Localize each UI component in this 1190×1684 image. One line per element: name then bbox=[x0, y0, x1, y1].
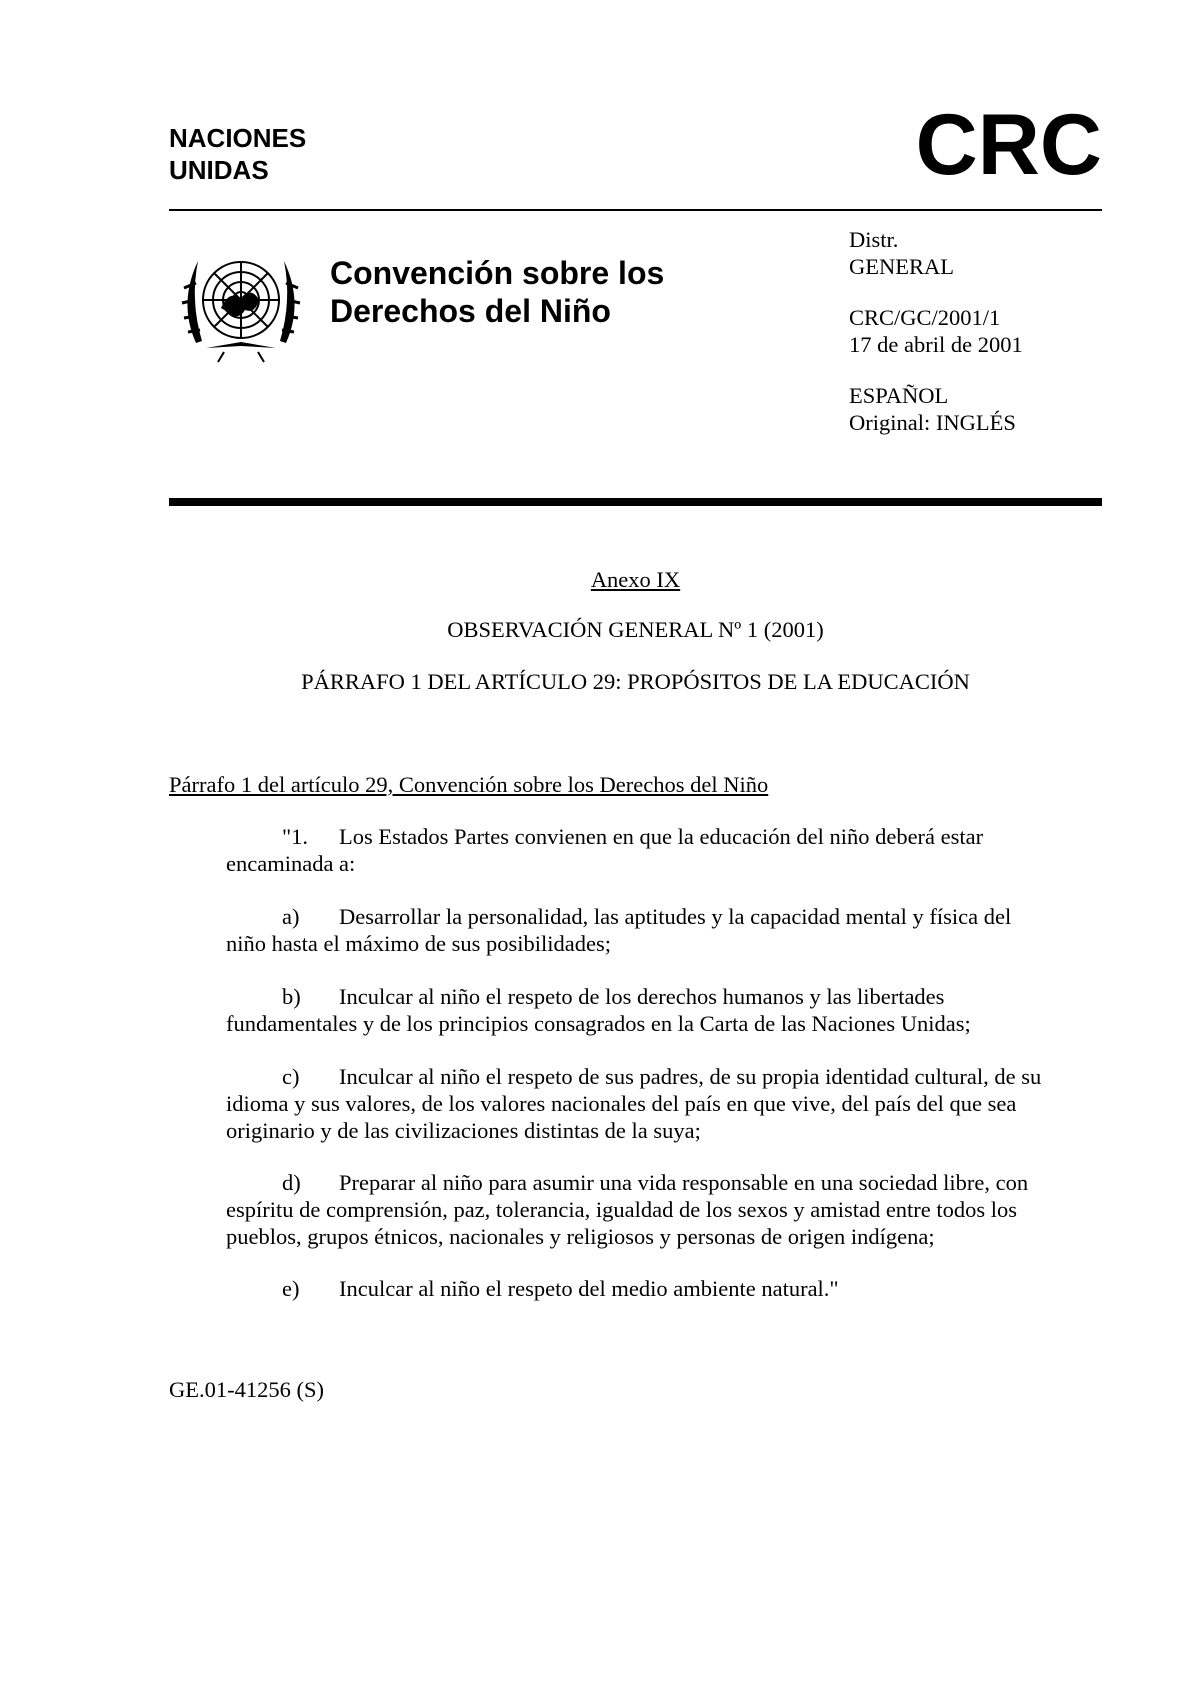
paragraph-line bbox=[226, 1196, 1106, 1223]
line-text: originario y de las civilizaciones distintas de la suya; bbox=[226, 1118, 701, 1143]
list-item bbox=[226, 903, 1106, 957]
distribution-label: Distr. bbox=[849, 227, 899, 252]
document-metadata bbox=[849, 226, 1023, 460]
item-label: "1. bbox=[282, 824, 309, 849]
paragraph-line bbox=[226, 903, 1106, 930]
list-item bbox=[226, 823, 1106, 877]
paragraph-line bbox=[226, 1090, 1106, 1117]
org-line-2: UNIDAS bbox=[169, 155, 269, 185]
line-text: Inculcar al niño el respeto de los derechos humanos y las libertades bbox=[339, 984, 945, 1009]
paragraph-line bbox=[226, 1117, 1106, 1144]
paragraph-line bbox=[226, 1169, 1106, 1196]
line-text: Desarrollar la personalidad, las aptitudes y la capacidad mental y física del bbox=[339, 904, 1012, 929]
body-name bbox=[330, 254, 664, 330]
paragraph-line bbox=[226, 930, 1106, 957]
item-label: b) bbox=[282, 984, 301, 1009]
item-label: d) bbox=[282, 1170, 301, 1195]
line-text: Preparar al niño para asumir una vida responsable en una sociedad libre, con bbox=[339, 1170, 1029, 1195]
line-text: niño hasta el máximo de sus posibilidades; bbox=[226, 931, 611, 956]
top-divider bbox=[169, 209, 1102, 211]
document-job-number: GE.01-41256 (S) bbox=[169, 1377, 324, 1402]
line-text: encaminada a: bbox=[226, 851, 356, 876]
paragraph-line bbox=[226, 1275, 1106, 1302]
subject-title: PÁRRAFO 1 DEL ARTÍCULO 29: PROPÓSITOS DE LA EDUCACIÓN bbox=[301, 669, 970, 694]
paragraph-line bbox=[226, 983, 1106, 1010]
list-item bbox=[226, 1063, 1106, 1144]
distribution-type: GENERAL bbox=[849, 254, 954, 279]
line-text: Los Estados Partes convienen en que la educación del niño deberá estar bbox=[339, 824, 984, 849]
line-text: pueblos, grupos étnicos, nacionales y religiosos y personas de origen indígena; bbox=[226, 1224, 935, 1249]
line-text: Inculcar al niño el respeto del medio ambiente natural." bbox=[339, 1276, 839, 1301]
body-name-line-1: Convención sobre los bbox=[330, 255, 665, 291]
body-name-line-2: Derechos del Niño bbox=[330, 293, 611, 329]
org-name bbox=[169, 122, 306, 186]
item-label: a) bbox=[282, 904, 300, 929]
thick-divider bbox=[169, 498, 1102, 506]
line-text: idioma y sus valores, de los valores nacionales del país en que vive, del país del que sea bbox=[226, 1091, 1017, 1116]
list-item bbox=[226, 1275, 1106, 1302]
paragraph-line bbox=[226, 1063, 1106, 1090]
list-item bbox=[226, 983, 1106, 1037]
list-item bbox=[226, 1169, 1106, 1250]
line-text: fundamentales y de los principios consagrados en la Carta de las Naciones Unidas; bbox=[226, 1011, 971, 1036]
annex-title bbox=[169, 566, 1102, 593]
line-text: espíritu de comprensión, paz, tolerancia, igualdad de los sexos y amistad entre todos los bbox=[226, 1197, 1018, 1222]
observation-title: OBSERVACIÓN GENERAL Nº 1 (2001) bbox=[447, 617, 824, 642]
paragraph-line bbox=[226, 823, 1106, 850]
un-emblem-icon bbox=[176, 248, 306, 364]
document-date: 17 de abril de 2001 bbox=[849, 332, 1023, 357]
section-heading: Párrafo 1 del artículo 29, Convención sobre los Derechos del Niño bbox=[169, 772, 769, 797]
item-label: c) bbox=[282, 1064, 300, 1089]
item-label: e) bbox=[282, 1276, 300, 1301]
org-line-1: NACIONES bbox=[169, 123, 307, 153]
paragraph-line bbox=[226, 850, 1106, 877]
paragraph-line bbox=[226, 1010, 1106, 1037]
line-text: Inculcar al niño el respeto de sus padres, de su propia identidad cultural, de su bbox=[339, 1064, 1042, 1089]
document-symbol: CRC/GC/2001/1 bbox=[849, 305, 1001, 330]
original-language: Original: INGLÉS bbox=[849, 410, 1016, 435]
doc-series-symbol: CRC bbox=[915, 97, 1102, 193]
annex-label: Anexo IX bbox=[590, 567, 681, 592]
paragraph-line bbox=[226, 1223, 1106, 1250]
document-language: ESPAÑOL bbox=[849, 383, 949, 408]
